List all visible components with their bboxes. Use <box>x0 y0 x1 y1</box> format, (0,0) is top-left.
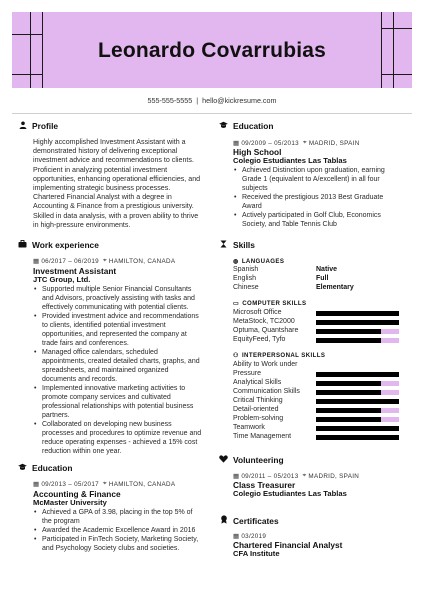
hourglass-icon <box>219 240 228 250</box>
calendar-icon: ▦ <box>33 258 40 265</box>
email-address[interactable]: hello@kickresume.com <box>202 96 277 105</box>
profile-line: Skilled in data analysis, with a proven ability to thrive <box>33 211 199 220</box>
education-right-section-title <box>219 121 273 131</box>
profile-line: opportunities, enhancing operational efficiencies, and <box>33 174 201 183</box>
header-band <box>12 12 412 88</box>
calendar-icon: ▦ <box>233 140 240 147</box>
volunteering-location: MADRID, SPAIN <box>308 472 360 480</box>
education-right-location: MADRID, SPAIN <box>308 139 360 147</box>
list-item: • Collaborated on developing new business processes and procedures to optimize revenue and reduce operating expenses - achieved a 15% cost reduction within one year. <box>42 420 230 456</box>
profile-text <box>33 138 223 230</box>
skill-level-fill <box>316 338 381 343</box>
graduation-cap-icon <box>219 121 228 131</box>
education-left-title-text: Education <box>32 463 73 473</box>
heart-icon <box>219 455 228 465</box>
skill-name: Time Management <box>233 433 292 440</box>
skill-level-fill <box>316 329 381 334</box>
profile-line: Proficient in analyzing potential investment <box>33 165 168 174</box>
skill-level-bar <box>316 435 399 440</box>
skill-name: Detail-oriented <box>233 406 279 413</box>
phone-number[interactable]: 555-555-5555 <box>147 96 193 105</box>
skill-level-fill <box>316 390 381 395</box>
skill-name: Analytical Skills <box>233 379 282 386</box>
job-company: JTC Group, Ltd. <box>33 275 91 284</box>
language-name: Chinese <box>233 284 259 291</box>
skills-title-text: Skills <box>233 240 255 250</box>
calendar-icon: ▦ <box>233 473 240 480</box>
skill-level-fill <box>316 372 399 377</box>
job-bullets <box>33 285 230 456</box>
skill-name: Teamwork <box>233 424 265 431</box>
header-deco-line <box>12 34 42 35</box>
skill-level-fill <box>316 417 381 422</box>
skill-level-bar <box>316 390 399 395</box>
skill-level-fill <box>316 399 399 404</box>
education-right-school: Colegio Estudiantes Las Tablas <box>233 156 347 165</box>
header-deco-line <box>381 28 412 29</box>
list-item: • Participated in FinTech Society, Marketing Society, and Psychology Society clubs and societies. <box>42 535 230 553</box>
profile-title-text: Profile <box>32 121 59 131</box>
graduation-cap-icon <box>18 463 27 473</box>
certificate-meta <box>233 532 266 540</box>
certificate-issuer: CFA Institute <box>233 549 280 558</box>
language-level: Full <box>316 275 329 282</box>
education-left-location: HAMILTON, CANADA <box>108 480 176 488</box>
language-level: Native <box>316 266 338 273</box>
calendar-icon: ▦ <box>233 533 240 540</box>
volunteering-org: Colegio Estudiantes Las Tablas <box>233 489 347 498</box>
language-name: English <box>233 275 256 282</box>
skill-level-fill <box>316 426 399 431</box>
location-pin-icon: ⌖ <box>102 480 107 487</box>
language-level: Elementary <box>316 284 354 291</box>
people-icon: ⚇ <box>233 352 239 359</box>
list-item: • Managed office calendars, scheduled appointments, created detailed charts, graphs, and spreadsheets, and maintained organized documents and records. <box>42 348 230 384</box>
briefcase-icon <box>18 240 27 250</box>
volunteering-title-text: Volunteering <box>233 455 284 465</box>
globe-icon: ◍ <box>233 258 239 265</box>
skill-name: Communication Skills <box>233 388 300 395</box>
certificate-date: 03/2019 <box>241 532 267 540</box>
calendar-icon: ▦ <box>33 481 40 488</box>
education-left-school: McMaster University <box>33 498 107 507</box>
list-item: • Received the prestigious 2013 Best Graduate Award <box>242 193 422 211</box>
skill-level-bar <box>316 426 399 431</box>
certificate-name: Chartered Financial Analyst <box>233 540 343 550</box>
location-pin-icon: ⌖ <box>102 257 107 264</box>
skill-name: Problem-solving <box>233 415 284 422</box>
skills-section-title <box>219 240 255 250</box>
skill-name: Critical Thinking <box>233 397 283 404</box>
education-left-bullets <box>33 508 230 553</box>
profile-line: in high-pressure environments. <box>33 220 131 229</box>
skill-name: Optuma, Quantshare <box>233 327 299 334</box>
volunteering-section-title <box>219 455 284 465</box>
skill-level-fill <box>316 381 381 386</box>
certificates-title-text: Certificates <box>233 515 279 526</box>
skill-level-bar <box>316 381 399 386</box>
computer-skills-heading: ▭ COMPUTER SKILLS <box>233 300 307 307</box>
job-location: HAMILTON, CANADA <box>108 257 176 265</box>
list-item: • Actively participated in Golf Club, Economics Society, and Table Tennis Club <box>242 211 422 229</box>
education-left-degree: Accounting & Finance <box>33 489 121 499</box>
candidate-name: Leonardo Covarrubias <box>97 39 327 62</box>
header-divider <box>12 113 412 114</box>
monitor-icon: ▭ <box>233 300 240 307</box>
volunteering-role: Class Treasurer <box>233 480 296 490</box>
skill-level-bar <box>316 338 399 343</box>
interpersonal-skills-heading: ⚇ INTERPERSONAL SKILLS <box>233 352 326 359</box>
profile-line: demonstrated history of delivering exceptional <box>33 147 178 156</box>
header-deco-line <box>12 74 42 75</box>
skill-level-bar <box>316 417 399 422</box>
list-item: • Supported multiple Senior Financial Consultants and Advisors, proactively assisting with tasks and effectively communicating with potential clients. <box>42 285 230 312</box>
skill-level-bar <box>316 320 399 325</box>
skill-name: Ability to Work under <box>233 361 298 368</box>
skill-name: EquityFeed, Tyfo <box>233 336 286 343</box>
volunteering-meta <box>233 472 359 480</box>
skill-level-fill <box>316 311 399 316</box>
list-item: • Awarded the Academic Excellence Award in 2016 <box>42 526 230 535</box>
education-left-meta <box>33 480 175 488</box>
contact-line <box>0 96 424 105</box>
location-pin-icon: ⌖ <box>302 139 307 146</box>
education-left-section-title <box>18 463 72 473</box>
profile-section-title <box>18 121 58 131</box>
work-title-text: Work experience <box>32 240 99 250</box>
profile-line: implementing strategic business processes. <box>33 184 171 193</box>
certificate-icon <box>219 515 228 526</box>
languages-heading: ◍ LANGUAGES <box>233 258 285 265</box>
job-title: Investment Assistant <box>33 266 117 276</box>
profile-line: investment advice and recommendations to clients. <box>33 156 194 165</box>
profile-line: Highly accomplished Investment Assistant with a <box>33 138 186 146</box>
language-name: Spanish <box>233 266 259 273</box>
job-meta <box>33 257 175 265</box>
skill-level-bar <box>316 399 399 404</box>
skill-level-fill <box>316 320 399 325</box>
header-deco-line <box>381 74 412 75</box>
list-item: • Implemented innovative marketing activities to promote company services and cultivated professional relationships with potential business partners. <box>42 384 230 420</box>
profile-line: Accounting & Finance from a prestigious university. <box>33 202 194 211</box>
list-item: • Achieved Distinction upon graduation, earning Grade 1 (equivalent to A/excellent) in all four subjects <box>242 166 422 193</box>
skill-name: Microsoft Office <box>233 309 282 316</box>
profile-line: Chartered Financial Analyst with a degree in <box>33 193 172 202</box>
work-section-title <box>18 240 99 250</box>
skill-name: MetaStock, TC2000 <box>233 318 295 325</box>
skill-name: Pressure <box>233 370 262 377</box>
education-left-dates: 09/2013 – 05/2017 <box>41 480 99 488</box>
skill-level-bar <box>316 372 399 377</box>
education-right-title-text: Education <box>233 121 274 131</box>
user-icon <box>18 121 27 131</box>
education-right-meta <box>233 139 360 147</box>
skill-level-fill <box>316 408 381 413</box>
location-pin-icon: ⌖ <box>302 472 307 479</box>
contact-separator: | <box>196 96 199 105</box>
education-right-degree: High School <box>233 147 282 157</box>
skill-level-fill <box>316 435 399 440</box>
education-right-dates: 09/2009 – 05/2013 <box>241 139 299 147</box>
skill-level-bar <box>316 329 399 334</box>
certificates-section-title <box>219 515 279 526</box>
job-dates: 06/2017 – 06/2019 <box>41 257 99 265</box>
volunteering-dates: 09/2011 – 05/2013 <box>241 472 299 480</box>
skill-level-bar <box>316 408 399 413</box>
education-right-bullets <box>233 166 422 229</box>
list-item: • Achieved a GPA of 3.98, placing in the top 5% of the program <box>42 508 230 526</box>
list-item: • Provided investment advice and recommendations to clients, identified potential investment opportunities, and represented the company at trade fairs and conferences. <box>42 312 230 348</box>
skill-level-bar <box>316 311 399 316</box>
